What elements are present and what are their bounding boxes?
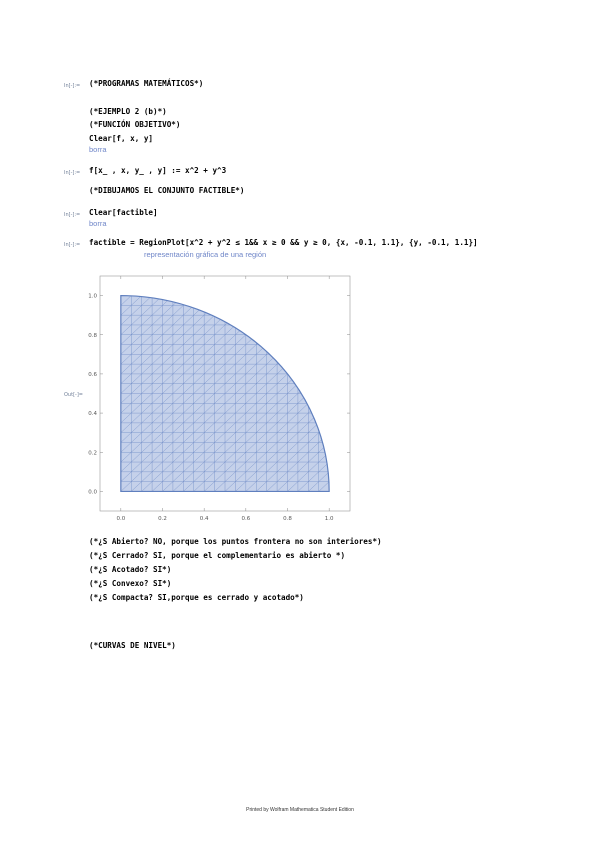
code-line[interactable]: (*PROGRAMAS MATEMÁTICOS*): [89, 79, 204, 88]
comment-line[interactable]: (*¿S Acotado? SI*): [89, 565, 172, 574]
comment-line[interactable]: (*¿S Abierto? NO, porque los puntos frontera no son interiores*): [89, 537, 382, 546]
code-line[interactable]: (*FUNCIÓN OBJETIVO*): [89, 120, 181, 129]
code-line[interactable]: (*EJEMPLO 2 (b)*): [89, 107, 167, 116]
input-label: In[-]:=: [64, 170, 81, 176]
input-label: In[-]:=: [64, 212, 81, 218]
y-tick-label: 1.0: [88, 293, 97, 300]
x-tick-label: 1.0: [324, 516, 334, 522]
y-tick-label: 0.8: [88, 332, 97, 339]
code-line[interactable]: (*CURVAS DE NIVEL*): [89, 641, 176, 650]
y-tick-label: 0.2: [88, 450, 97, 457]
code-line[interactable]: f[x_ , x, y_ , y] := x^2 + y^3: [89, 166, 227, 175]
input-label: In[-]:=: [64, 242, 81, 248]
y-tick-label: 0.4: [88, 411, 97, 418]
region-plot[interactable]: [80, 274, 355, 526]
output-label: Out[-]=: [64, 392, 83, 398]
x-tick-label: 0.0: [116, 516, 126, 522]
comment-line[interactable]: (*¿S Convexo? SI*): [89, 579, 172, 588]
input-label: In[-]:=: [64, 83, 81, 89]
code-line[interactable]: Clear[f, x, y]: [89, 134, 154, 143]
comment-line[interactable]: (*¿S Cerrado? SI, porque el complementario es abierto *): [89, 551, 346, 560]
x-tick-label: 0.4: [199, 516, 209, 522]
y-tick-label: 0.0: [88, 489, 97, 496]
comment-line[interactable]: (*¿S Compacta? SI,porque es cerrado y acotado*): [89, 593, 304, 602]
code-line[interactable]: factible = RegionPlot[x^2 + y^2 ≤ 1&& x ≥ 0 && y ≥ 0, {x, -0.1, 1.1}, {y, -0.1, 1.1}]: [89, 238, 478, 247]
x-tick-label: 0.8: [283, 516, 292, 522]
function-hint: borra: [89, 145, 107, 154]
code-line[interactable]: Clear[factible]: [89, 208, 158, 217]
footer-text: Printed by Wolfram Mathematica Student Edition: [246, 807, 354, 813]
code-line[interactable]: (*DIBUJAMOS EL CONJUNTO FACTIBLE*): [89, 186, 245, 195]
x-tick-label: 0.6: [241, 516, 251, 522]
function-hint: representación gráfica de una región: [144, 250, 267, 259]
function-hint: borra: [89, 219, 107, 228]
y-tick-label: 0.6: [88, 371, 97, 378]
x-tick-label: 0.2: [158, 516, 167, 522]
